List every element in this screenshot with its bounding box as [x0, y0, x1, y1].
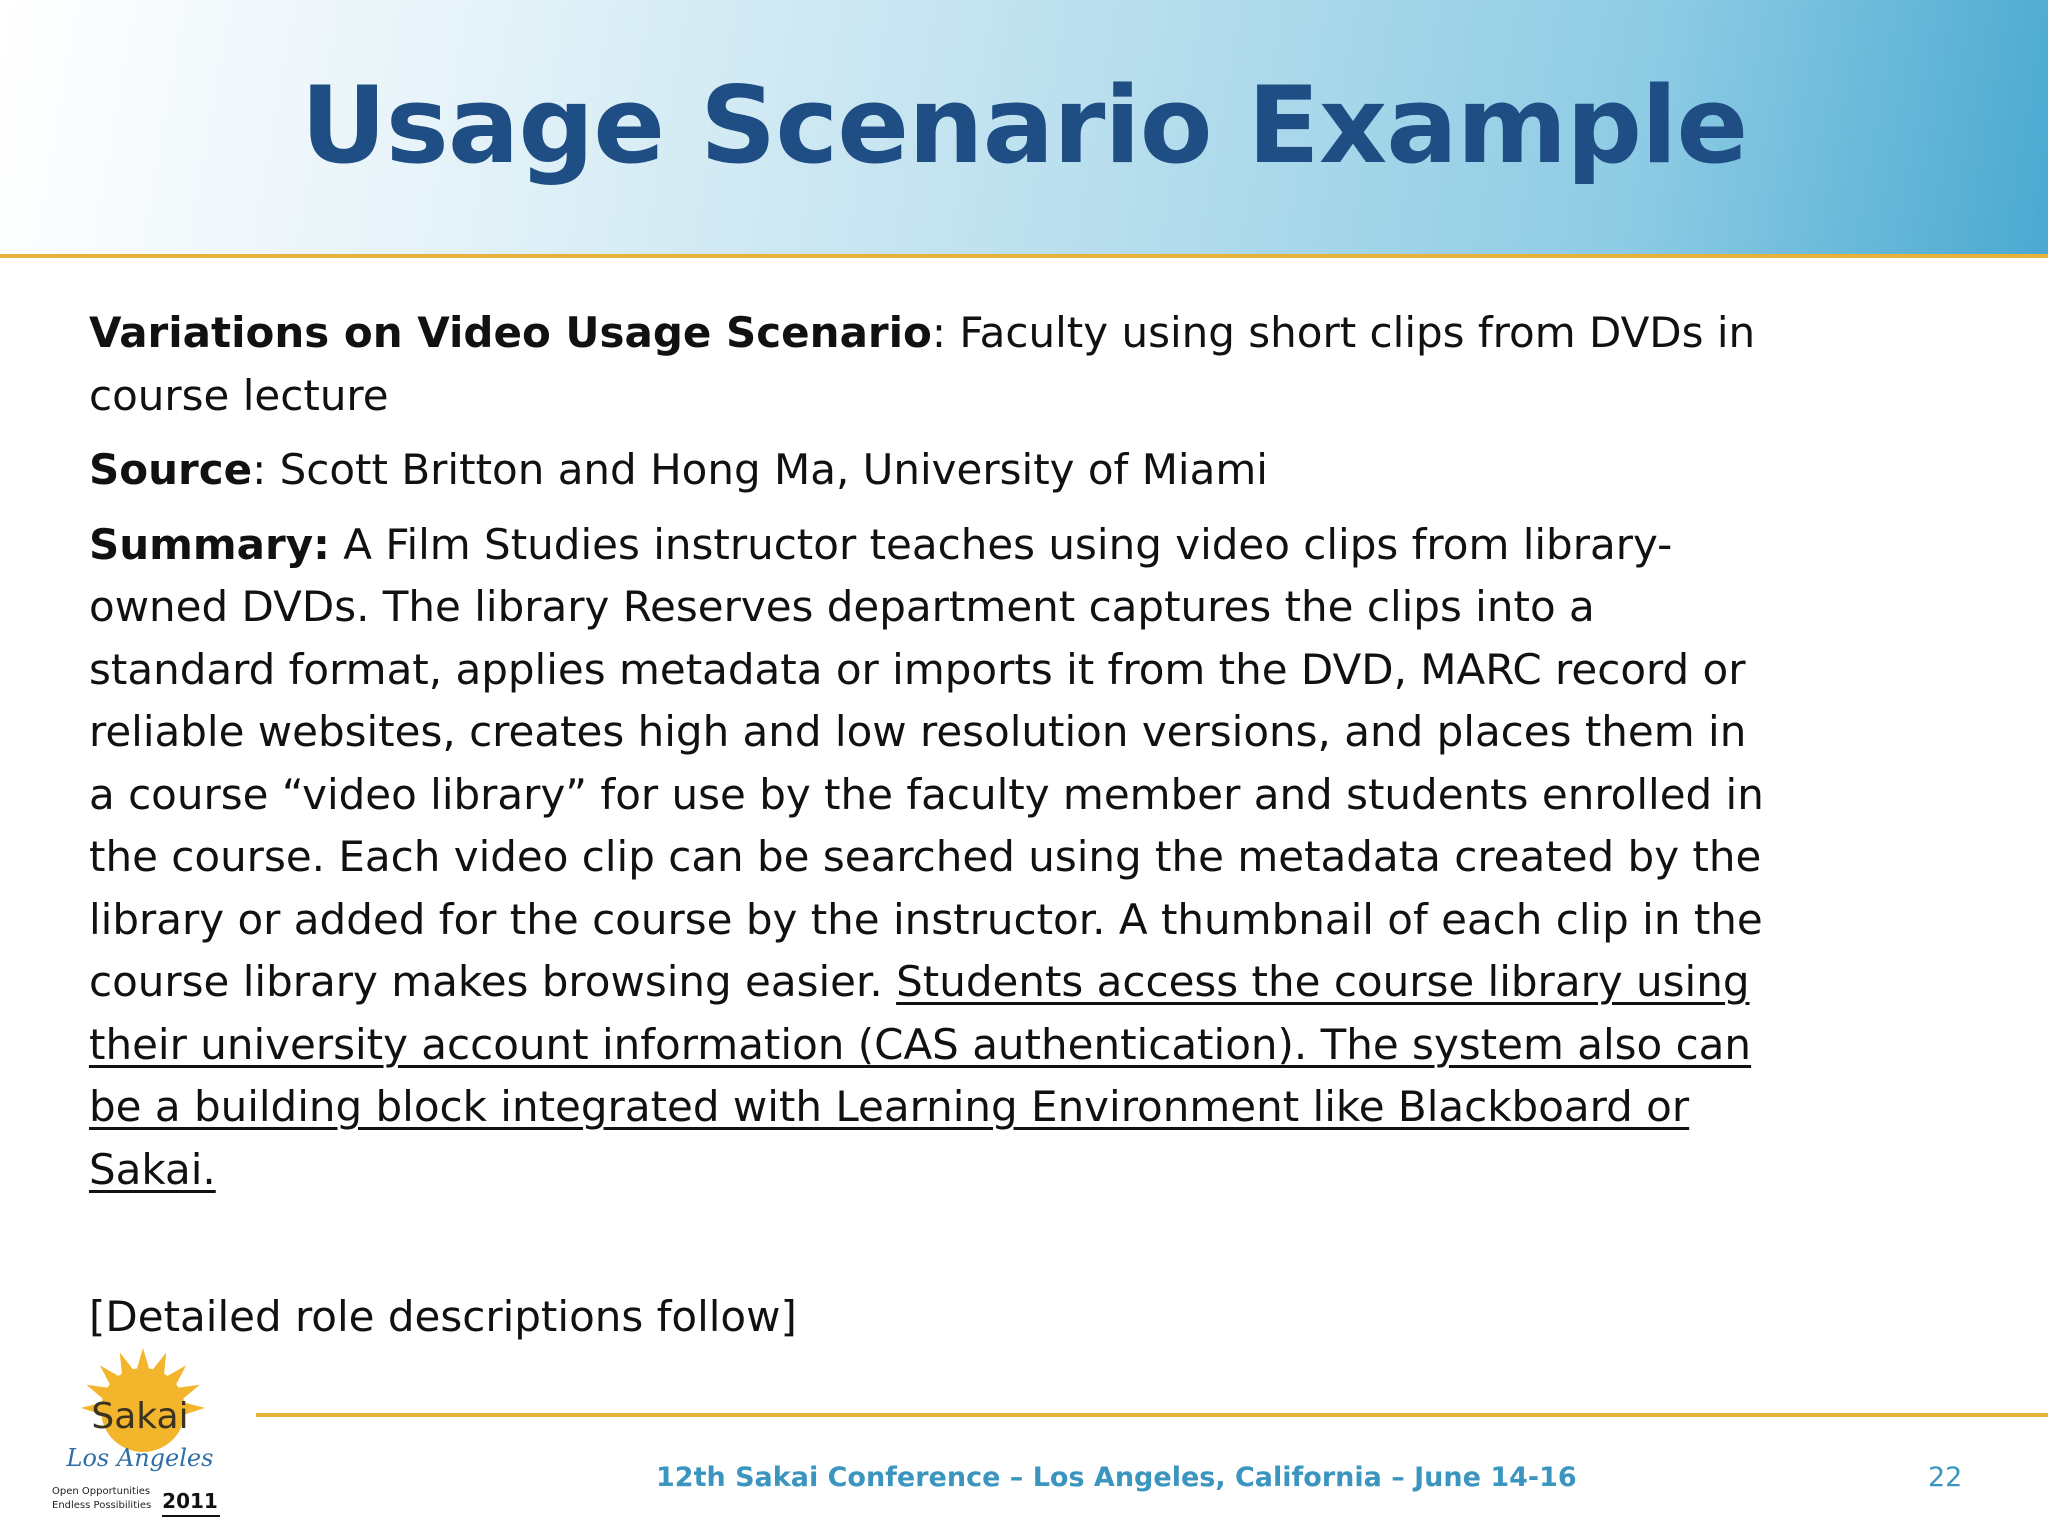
logo-tagline-2: Endless Possibilities [52, 1500, 152, 1511]
summary-text: A Film Studies instructor teaches using video clips from library-owned DVDs. The library Reserves department captures the clips into a standard format, applies metadata or imports it from the DVD, MARC record or reliable websites, creates high and low resolution versions, and places them in a course “video library” for use by the faculty member and students enrolled in the course. Each video clip can be searched using the metadata created by the library or added for the course by the instructor. A thumbnail of each clip in the course library makes browsing easier. [89, 519, 1764, 1006]
footer-divider [256, 1413, 2048, 1417]
header-divider [0, 254, 2048, 258]
variations-paragraph [89, 302, 1769, 427]
page-number: 22 [1928, 1462, 1963, 1493]
follow-note: [Detailed role descriptions follow] [89, 1292, 797, 1341]
sakai-logo [48, 1348, 238, 1524]
summary-label: Summary: [89, 519, 330, 569]
variations-label: Variations on Video Usage Scenario [89, 308, 932, 357]
slide-body [89, 302, 1769, 1213]
variations-text: : Faculty using short clips from DVDs in course lecture [89, 308, 1756, 420]
source-text: : Scott Britton and Hong Ma, University of Miami [252, 445, 1268, 494]
source-paragraph [89, 439, 1769, 502]
logo-tagline-1: Open Opportunities [52, 1486, 151, 1497]
slide-title: Usage Scenario Example [300, 64, 1748, 187]
logo-year: 2011 [162, 1489, 218, 1513]
logo-name: Sakai [91, 1396, 189, 1437]
summary-paragraph [89, 514, 1769, 1202]
summary-underlined-text: Students access the course library using their university account information (CAS authentication). The system also can be a building block integrated with Learning Environment like Blackboard or Sakai. [89, 957, 1752, 1194]
logo-city: Los Angeles [66, 1444, 214, 1472]
footer-conference: 12th Sakai Conference – Los Angeles, California – June 14-16 [656, 1462, 1577, 1493]
source-label: Source [89, 445, 253, 494]
